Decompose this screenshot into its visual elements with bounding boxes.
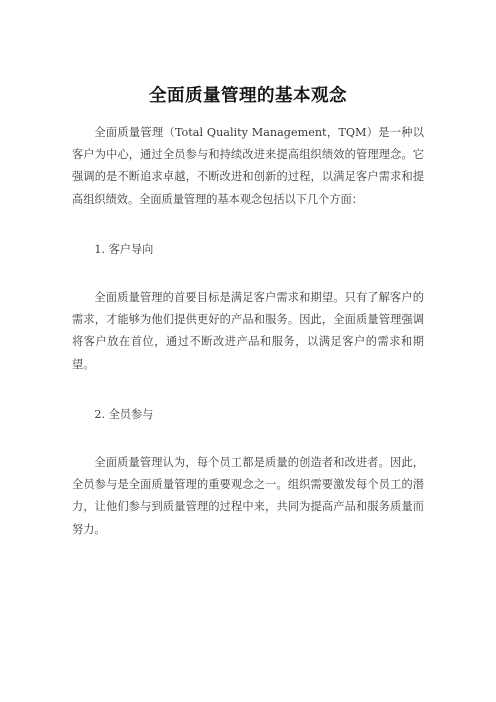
section-body-customer-focus: 全面质量管理的首要目标是满足客户需求和期望。只有了解客户的需求，才能够为他们提供更好的产品和服务。因此，全面质量管理强调将客户放在首位，通过不断改进产品和服务，以满足客户的需求和期望。 <box>72 291 424 371</box>
intro-paragraph: 全面质量管理（Total Quality Management，TQM）是一种以客户为中心，通过全员参与和持续改进来提高组织绩效的管理理念。它强调的是不断追求卓越，不断改进和创新的过程，以满足客户需求和提高组织绩效。全面质量管理的基本观念包括以下几个方面： <box>72 126 424 206</box>
section-heading-customer-focus: 1. 客户导向 <box>94 242 154 256</box>
page-title: 全面质量管理的基本观念 <box>149 86 347 106</box>
document-content <box>72 122 424 541</box>
section-heading-full-participation: 2. 全员参与 <box>94 407 154 421</box>
section-body-full-participation: 全面质量管理认为，每个员工都是质量的创造者和改进者。因此，全员参与是全面质量管理的重要观念之一。组织需要激发每个员工的潜力，让他们参与到质量管理的过程中来，共同为提高产品和服务质量而努力。 <box>72 456 424 536</box>
